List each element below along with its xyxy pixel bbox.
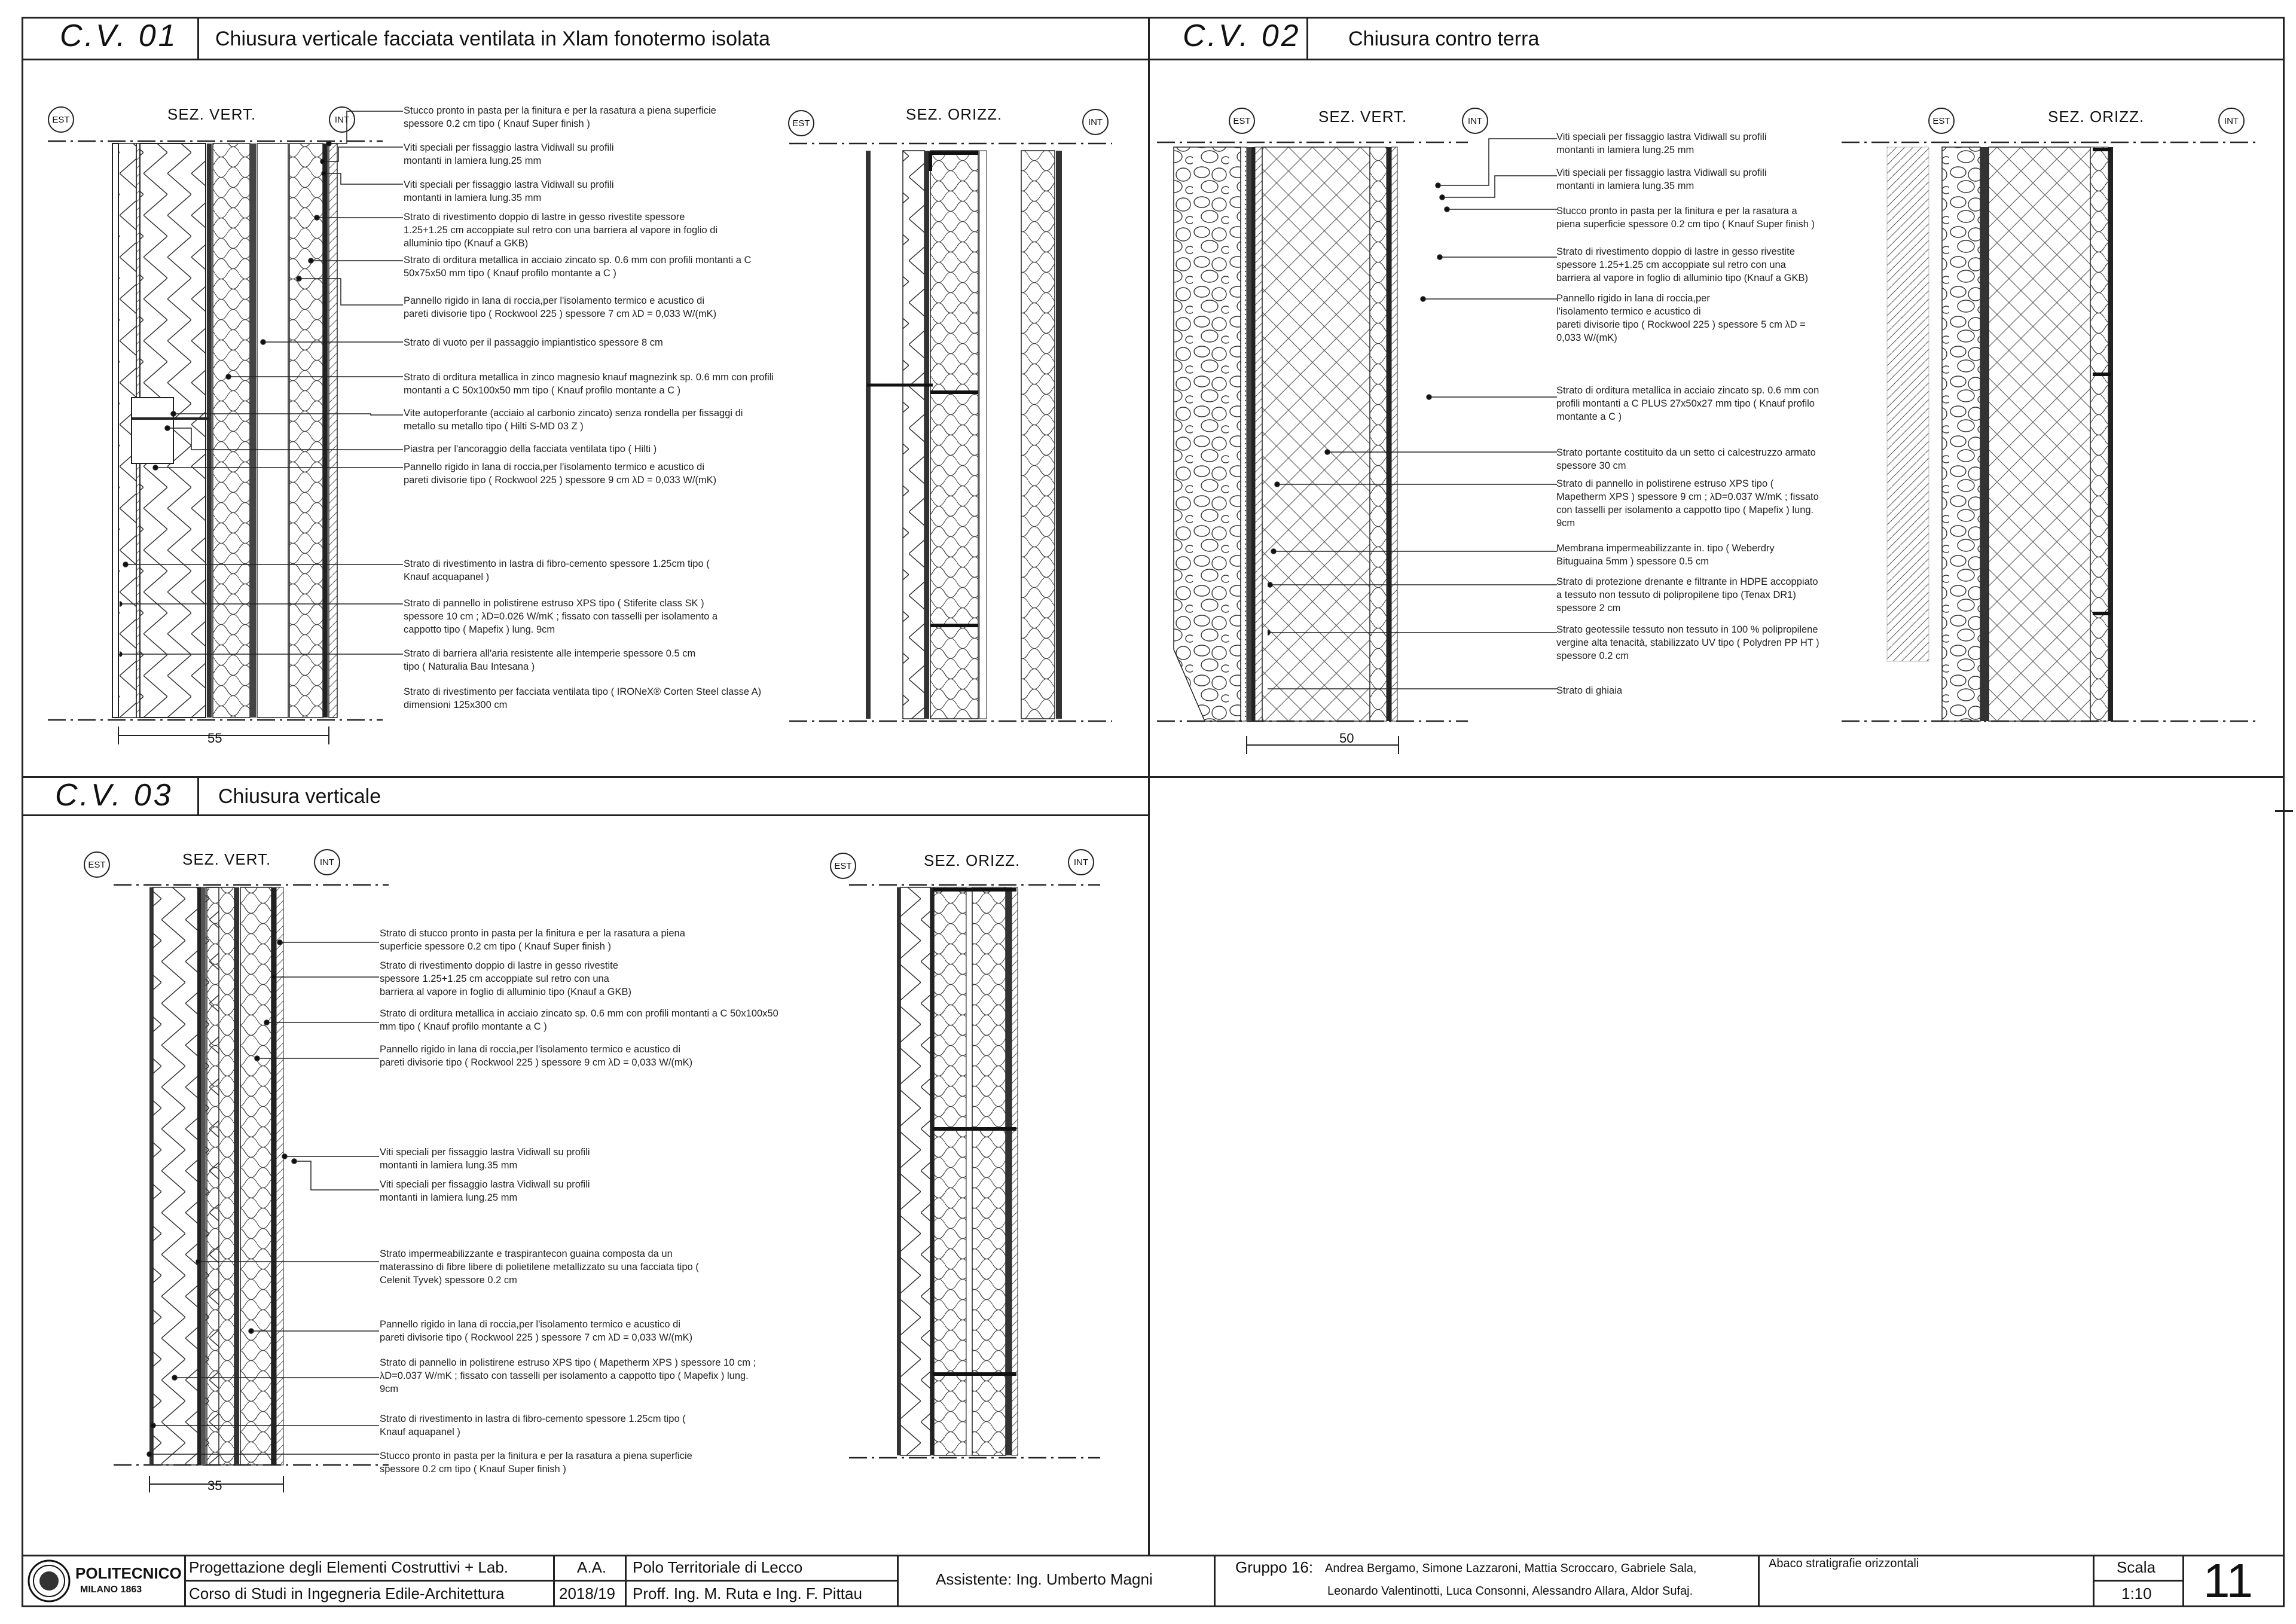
int-marker: INT <box>314 849 340 875</box>
int-marker: INT <box>2218 108 2245 134</box>
panel-divider-vertical <box>1148 17 1150 1556</box>
panel-divider-horizontal <box>22 776 2285 778</box>
annotation: Strato di vuoto per il passaggio impiantistico spessore 8 cm <box>404 337 663 348</box>
annotation: Strato di rivestimento doppio di lastre in gesso rivestite spessore 1.25+1.25 cm accoppiate sul retro con una barriera al vapore in foglio di alluminio tipo (Knauf a GKB) <box>380 960 631 997</box>
annotation: Strato di orditura metallica in acciaio zincato sp. 0.6 mm con profili montanti a C 50x100x50 mm tipo ( Knauf profilo montante a C ) <box>380 1008 778 1032</box>
dimension-cv01: 55 <box>207 731 222 746</box>
section-vertical-label: SEZ. VERT. <box>167 105 257 123</box>
annotation: Viti speciali per fissaggio lastra Vidiwall su profili montanti in lamiera lung.25 mm <box>380 1179 590 1203</box>
section-horizontal-label: SEZ. ORIZZ. <box>2048 108 2145 126</box>
panel-title-cv01: Chiusura verticale facciata ventilata in Xlam fonotermo isolata <box>215 28 770 50</box>
annotation: Strato di orditura metallica in acciaio zincato sp. 0.6 mm con profili montanti a C 50x75x50 mm tipo ( Knauf profilo montante a C ) <box>404 255 752 279</box>
int-marker: INT <box>1082 109 1109 135</box>
cv02-horizontal-section <box>1842 135 2260 733</box>
annotation: Membrana impermeabilizzante in. tipo ( Weberdry Bituguaina 5mm ) spessore 0.5 cm <box>1556 543 1775 567</box>
annotation: Strato di pannello in polistirene estruso XPS tipo ( Mapetherm XPS ) spessore 10 cm ; λD=0.037 W/mK ; fissato con tasselli per isolamento a cappotto tipo ( Mapefix ) lung. 9cm <box>380 1357 756 1394</box>
annotation: Pannello rigido in lana di roccia,per l'isolamento termico e acustico di pareti divisorie tipo ( Rockwool 225 ) spessore 9 cm λD = 0,033 W/(mK) <box>380 1044 693 1068</box>
est-marker: EST <box>48 106 74 133</box>
group-label: Gruppo 16: <box>1235 1558 1314 1576</box>
est-marker: EST <box>1229 108 1255 134</box>
section-horizontal-label: SEZ. ORIZZ. <box>924 851 1021 869</box>
tb-sep <box>897 1555 899 1607</box>
panel-code-cv02: C.V. 02 <box>1183 19 1301 53</box>
annotation: Viti speciali per fissaggio lastra Vidiwall su profili montanti in lamiera lung.35 mm <box>380 1147 590 1171</box>
tb-sep <box>2182 1555 2184 1607</box>
annotation: Pannello rigido in lana di roccia,per l'isolamento termico e acustico di pareti divisorie tipo ( Rockwool 225 ) spessore 7 cm λD = 0,033 W/(mK) <box>404 295 717 319</box>
tb-midline <box>2093 1580 2182 1582</box>
tb-sep <box>1758 1555 1760 1607</box>
annotation: Strato di pannello in polistirene estruso XPS tipo ( Stiferite class SK ) spessore 10 cm ; λD=0.026 W/mK ; fissato con tasselli per isolamento a cappotto tipo ( Mapefix ) lung. 9cm <box>404 598 718 635</box>
annotation: Strato di rivestimento doppio di lastre in gesso rivestite spessore 1.25+1.25 cm accoppiate sul retro con una barriera al vapore in foglio di alluminio tipo (Knauf a GKB) <box>404 212 718 249</box>
titleblock-divider <box>22 1555 2285 1556</box>
cv03-horizontal-section <box>849 878 1100 1476</box>
annotation: Pannello rigido in lana di roccia,per l'isolamento termico e acustico di pareti divisorie tipo ( Rockwool 225 ) spessore 9 cm λD = 0,033 W/(mK) <box>404 462 717 486</box>
panel-code-cv01: C.V. 01 <box>60 19 178 53</box>
panel-header-sep <box>1306 17 1308 59</box>
panel-title-cv03: Chiusura verticale <box>218 785 381 808</box>
annotation: Strato geotessile tessuto non tessuto in 100 % polipropilene vergine alta tenacità, stabilizzato UV tipo ( Polydren PP HT ) spessore 0.2 cm <box>1556 624 1819 661</box>
est-marker: EST <box>1928 108 1955 134</box>
annotation: Vite autoperforante (acciaio al carbonio zincato) senza rondella per fissaggi di metallo su metallo tipo ( Hilti S-MD 03 Z ) <box>404 408 743 432</box>
cv02-leader-lines <box>1268 132 1561 706</box>
cv03-leader-lines <box>144 927 383 1465</box>
annotation: Pannello rigido in lana di roccia,per l'isolamento termico e acustico di pareti divisorie tipo ( Rockwool 225 ) spessore 7 cm λD = 0,033 W/(mK) <box>380 1319 693 1343</box>
panel-header-sep <box>197 776 199 814</box>
annotation: Strato di rivestimento per facciata ventilata tipo ( IRONeX® Corten Steel classe A) dimensioni 125x300 cm <box>404 686 762 710</box>
int-marker: INT <box>329 106 355 133</box>
est-marker: EST <box>788 110 814 136</box>
annotation: Piastra per l'ancoraggio della facciata ventilata tipo ( Hilti ) <box>404 444 657 454</box>
dimension-cv03: 35 <box>207 1478 222 1493</box>
annotation: Viti speciali per fissaggio lastra Vidiwall su profili montanti in lamiera lung.35 mm <box>1556 167 1767 191</box>
annotation: Strato di rivestimento in lastra di fibro-cemento spessore 1.25cm tipo ( Knauf aquapanel ) <box>380 1414 686 1437</box>
tb-midline <box>184 1580 897 1582</box>
annotation: Strato di protezione drenante e filtrante in HDPE accoppiato a tessuto non tessuto di polipropilene tipo (Tenax DR1) spessore 2 cm <box>1556 576 1818 613</box>
annotation: Strato di ghiaia <box>1556 685 1623 696</box>
aa-value: 2018/19 <box>559 1585 615 1602</box>
cv01-leader-lines <box>120 102 407 724</box>
annotation: Pannello rigido in lana di roccia,per l'isolamento termico e acustico di pareti divisorie tipo ( Rockwool 225 ) spessore 5 cm λD = 0,033 W/(mK) <box>1556 293 1806 343</box>
scale-value: 1:10 <box>2121 1585 2152 1602</box>
tb-sep <box>1214 1555 1216 1607</box>
cv01-horizontal-section <box>789 135 1112 733</box>
est-marker: EST <box>830 853 856 879</box>
annotation: Stucco pronto in pasta per la finitura e per la rasatura a piena superficie spessore 0.2 cm tipo ( Knauf Super finish ) <box>380 1451 692 1475</box>
panel-header-rule <box>22 814 1150 816</box>
panel-title-cv02: Chiusura contro terra <box>1348 28 1540 50</box>
logo-text: POLITECNICO <box>75 1564 182 1582</box>
section-vertical-label: SEZ. VERT. <box>182 850 271 868</box>
annotation: Stucco pronto in pasta per la finitura e per la rasatura a piena superficie spessore 0.2 cm tipo ( Knauf Super finish ) <box>1556 206 1815 230</box>
annotation: Viti speciali per fissaggio lastra Vidiwall su profili montanti in lamiera lung.35 mm <box>404 179 614 203</box>
annotation: Strato di stucco pronto in pasta per la finitura e per la rasatura a piena superficie spessore 0.2 cm tipo ( Knauf Super finish ) <box>380 928 685 952</box>
professors: Proff. Ing. M. Ruta e Ing. F. Pittau <box>633 1585 862 1602</box>
annotation: Strato di barriera all'aria resistente alle intemperie spessore 0.5 cm tipo ( Naturalia Bau Intesana ) <box>404 648 696 672</box>
panel-code-cv03: C.V. 03 <box>55 778 173 813</box>
est-marker: EST <box>84 851 110 878</box>
annotation: Strato di rivestimento doppio di lastre in gesso rivestite spessore 1.25+1.25 cm accoppiate sul retro con una barriera al vapore in foglio di alluminio tipo (Knauf a GKB) <box>1556 246 1808 283</box>
annotation: Strato di orditura metallica in zinco magnesio knauf magnezink sp. 0.6 mm con profili montanti a C 50x100x50 mm tipo ( Knauf profilo montante a C ) <box>404 372 774 396</box>
polo-name: Polo Territoriale di Lecco <box>633 1558 803 1576</box>
group-members-2: Leonardo Valentinotti, Luca Consonni, Alessandro Allara, Aldor Sufaj. <box>1327 1585 1693 1598</box>
panel-header-rule <box>22 59 2285 60</box>
annotation: Strato di orditura metallica in acciaio zincato sp. 0.6 mm con profili montanti a C PLUS 27x50x27 mm tipo ( Knauf profilo montante a C ) <box>1556 385 1819 422</box>
annotation: Strato impermeabilizzante e traspirantecon guaina composta da un materassino di fibre libere di polietilene metallizzato su una facciata tipo ( Celenit Tyvek) spessore 0.2 cm <box>380 1248 699 1286</box>
annotation: Strato di pannello in polistirene estruso XPS tipo ( Mapetherm XPS ) spessore 9 cm ; λD=0.037 W/mK ; fissato con tasselli per isolamento a cappotto tipo ( Mapefix ) lung. 9cm <box>1556 478 1819 529</box>
dimension-cv02: 50 <box>1339 731 1354 746</box>
course-program: Corso di Studi in Ingegneria Edile-Architettura <box>189 1585 505 1602</box>
annotation: Strato di rivestimento in lastra di fibro-cemento spessore 1.25cm tipo ( Knauf acquapanel ) <box>404 558 710 582</box>
aa-label: A.A. <box>577 1558 607 1576</box>
panel-header-sep <box>197 17 199 59</box>
politecnico-logo-icon <box>26 1558 72 1604</box>
assistant: Assistente: Ing. Umberto Magni <box>936 1570 1153 1588</box>
course-name: Progettazione degli Elementi Costruttivi + Lab. <box>189 1558 509 1576</box>
group-members-1: Andrea Bergamo, Simone Lazzaroni, Mattia Scroccaro, Gabriele Sala, <box>1325 1562 1697 1575</box>
annotation: Viti speciali per fissaggio lastra Vidiwall su profili montanti in lamiera lung.25 mm <box>1556 132 1767 155</box>
int-marker: INT <box>1462 108 1488 134</box>
annotation: Viti speciali per fissaggio lastra Vidiwall su profili montanti in lamiera lung.25 mm <box>404 142 614 166</box>
logo-subtext: MILANO 1863 <box>80 1585 142 1595</box>
sheet-title: Abaco stratigrafie orizzontali <box>1769 1557 1919 1570</box>
scale-label: Scala <box>2117 1558 2156 1576</box>
annotation: Stucco pronto in pasta per la finitura e per la rasatura a piena superficie spessore 0.2 cm tipo ( Knauf Super finish ) <box>404 105 716 129</box>
section-vertical-label: SEZ. VERT. <box>1318 108 1407 126</box>
annotation: Strato portante costituito da un setto ci calcestruzzo armato spessore 30 cm <box>1556 447 1816 471</box>
sheet-number: 11 <box>2203 1554 2254 1607</box>
edge-tick <box>2275 810 2293 812</box>
section-horizontal-label: SEZ. ORIZZ. <box>906 105 1003 123</box>
int-marker: INT <box>1068 849 1094 875</box>
